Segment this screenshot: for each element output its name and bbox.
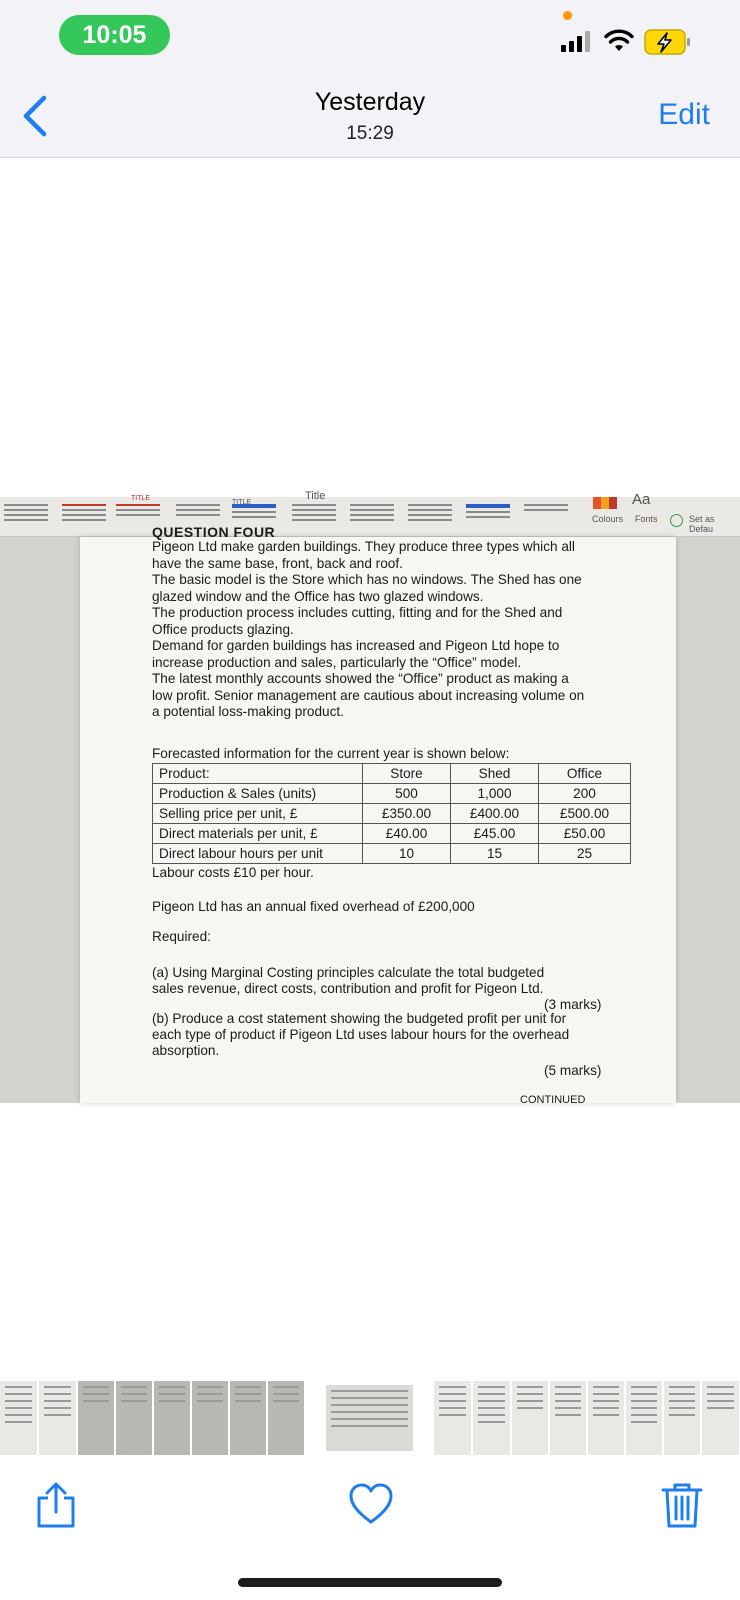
table-cell: 15 <box>451 844 539 864</box>
part-a-line: (a) Using Marginal Costing principles calculate the total budgeted <box>152 965 545 980</box>
photo-thumbnail[interactable] <box>473 1381 511 1455</box>
table-header-row <box>153 764 631 784</box>
photo-thumbnail[interactable] <box>154 1381 191 1455</box>
check-icon <box>670 514 683 527</box>
table-header: Office <box>539 764 631 784</box>
body-line: increase production and sales, particularly the “Office” model. <box>152 654 522 670</box>
part-b-line: each type of product if Pigeon Ltd uses labour hours for the overhead <box>152 1027 570 1042</box>
table-header: Shed <box>451 764 539 784</box>
body-line: low profit. Senior management are cautious about increasing volume on <box>152 687 585 703</box>
edit-button[interactable]: Edit <box>658 98 710 131</box>
question-body <box>152 539 612 721</box>
body-line: a potential loss-making product. <box>152 704 344 719</box>
body-line: Office products glazing. <box>152 621 294 637</box>
photo-thumbnail-selected[interactable] <box>326 1385 414 1451</box>
colour-swatch-icon <box>593 497 619 509</box>
style-title-sample: Title <box>305 490 326 502</box>
colours-label: Colours <box>592 514 624 524</box>
table-cell: £350.00 <box>363 804 451 824</box>
forecast-table <box>152 763 631 864</box>
photo-thumbnail[interactable] <box>192 1381 229 1455</box>
photo-thumbnail[interactable] <box>626 1381 663 1455</box>
photo-thumbnail[interactable] <box>434 1381 472 1455</box>
table-cell: Direct labour hours per unit <box>153 844 363 864</box>
fonts-label: Fonts <box>635 514 658 524</box>
photo-thumbnail[interactable] <box>116 1381 153 1455</box>
table-cell: Direct materials per unit, £ <box>153 824 363 844</box>
heart-icon[interactable] <box>348 1482 394 1528</box>
body-line: The basic model is the Store which has no windows. The Shed has one <box>152 572 582 587</box>
body-line: glazed window and the Office has two glazed windows. <box>152 588 484 604</box>
body-line: The production process includes cutting, fitting and for the Shed and <box>152 605 563 620</box>
style-sample <box>58 501 110 531</box>
overhead-note: Pigeon Ltd has an annual fixed overhead of £200,000 <box>152 899 475 914</box>
table-cell: £400.00 <box>451 804 539 824</box>
battery-charging-icon <box>644 29 694 55</box>
photo-thumbnail[interactable] <box>588 1381 625 1455</box>
photo-time-subtitle: 15:29 <box>346 123 394 144</box>
table-header: Product: <box>153 764 363 784</box>
table-row <box>153 784 631 804</box>
style-sample <box>346 501 398 531</box>
body-line: Pigeon Ltd make garden buildings. They produce three types which all <box>152 539 575 554</box>
table-cell: 200 <box>539 784 631 804</box>
part-b-line: absorption. <box>152 1043 220 1058</box>
share-icon[interactable] <box>34 1482 78 1528</box>
part-a-marks: (3 marks) <box>544 997 602 1012</box>
style-sample <box>520 501 572 531</box>
photo-thumbnail[interactable] <box>230 1381 267 1455</box>
table-cell: Production & Sales (units) <box>153 784 363 804</box>
photo-thumbnail[interactable] <box>268 1381 305 1455</box>
table-cell: £45.00 <box>451 824 539 844</box>
table-cell: £500.00 <box>539 804 631 824</box>
photo-date-title: Yesterday <box>314 88 426 116</box>
navigation-bar <box>0 72 740 158</box>
table-cell: 500 <box>363 784 451 804</box>
style-sample <box>0 501 52 531</box>
forecast-intro: Forecasted information for the current year is shown below: <box>152 746 510 761</box>
table-cell: 1,000 <box>451 784 539 804</box>
table-row <box>153 804 631 824</box>
table-row <box>153 844 631 864</box>
status-time[interactable]: 10:05 <box>59 15 170 55</box>
word-styles-ribbon <box>0 490 740 540</box>
labour-cost-note: Labour costs £10 per hour. <box>152 865 314 880</box>
table-row <box>153 824 631 844</box>
photo-thumbnail[interactable] <box>39 1381 77 1455</box>
photo-thumbnail[interactable] <box>664 1381 701 1455</box>
body-line: The latest monthly accounts showed the “Office” product as making a <box>152 671 569 686</box>
privacy-indicator-icon <box>563 11 572 20</box>
part-b-line: (b) Produce a cost statement showing the budgeted profit per unit for <box>152 1011 567 1026</box>
photo-thumbnail[interactable] <box>702 1381 740 1455</box>
required-label: Required: <box>152 929 211 944</box>
style-sample <box>404 501 456 531</box>
table-cell: £40.00 <box>363 824 451 844</box>
set-as-default-label: Set as Defau <box>689 514 715 534</box>
continued-label: CONTINUED <box>520 1094 586 1106</box>
photo-thumbnail[interactable] <box>0 1381 38 1455</box>
style-title-sample: TITLE <box>232 499 252 506</box>
font-sample-icon: Aa <box>632 491 651 508</box>
photo-thumbnail[interactable] <box>512 1381 549 1455</box>
bottom-toolbar <box>0 1462 740 1542</box>
table-cell: 25 <box>539 844 631 864</box>
style-sample <box>288 501 340 531</box>
thumbnail-filmstrip[interactable] <box>0 1381 740 1455</box>
wifi-icon <box>604 27 634 53</box>
style-title-sample: TITLE <box>131 495 151 502</box>
part-a-line: sales revenue, direct costs, contribution and profit for Pigeon Ltd. <box>152 981 544 996</box>
trash-icon[interactable] <box>660 1482 704 1528</box>
table-header: Store <box>363 764 451 784</box>
body-line: Demand for garden buildings has increased and Pigeon Ltd hope to <box>152 638 560 653</box>
style-sample <box>462 501 514 531</box>
table-cell: Selling price per unit, £ <box>153 804 363 824</box>
body-line: have the same base, front, back and roof. <box>152 555 403 571</box>
home-indicator[interactable] <box>238 1578 502 1587</box>
status-bar <box>0 0 740 72</box>
photo-content[interactable] <box>0 490 740 1106</box>
table-cell: 10 <box>363 844 451 864</box>
photo-thumbnail[interactable] <box>78 1381 115 1455</box>
part-b-marks: (5 marks) <box>544 1063 602 1078</box>
question-heading: QUESTION FOUR <box>152 524 276 540</box>
cellular-signal-icon <box>561 30 591 52</box>
photo-thumbnail[interactable] <box>550 1381 587 1455</box>
table-cell: £50.00 <box>539 824 631 844</box>
